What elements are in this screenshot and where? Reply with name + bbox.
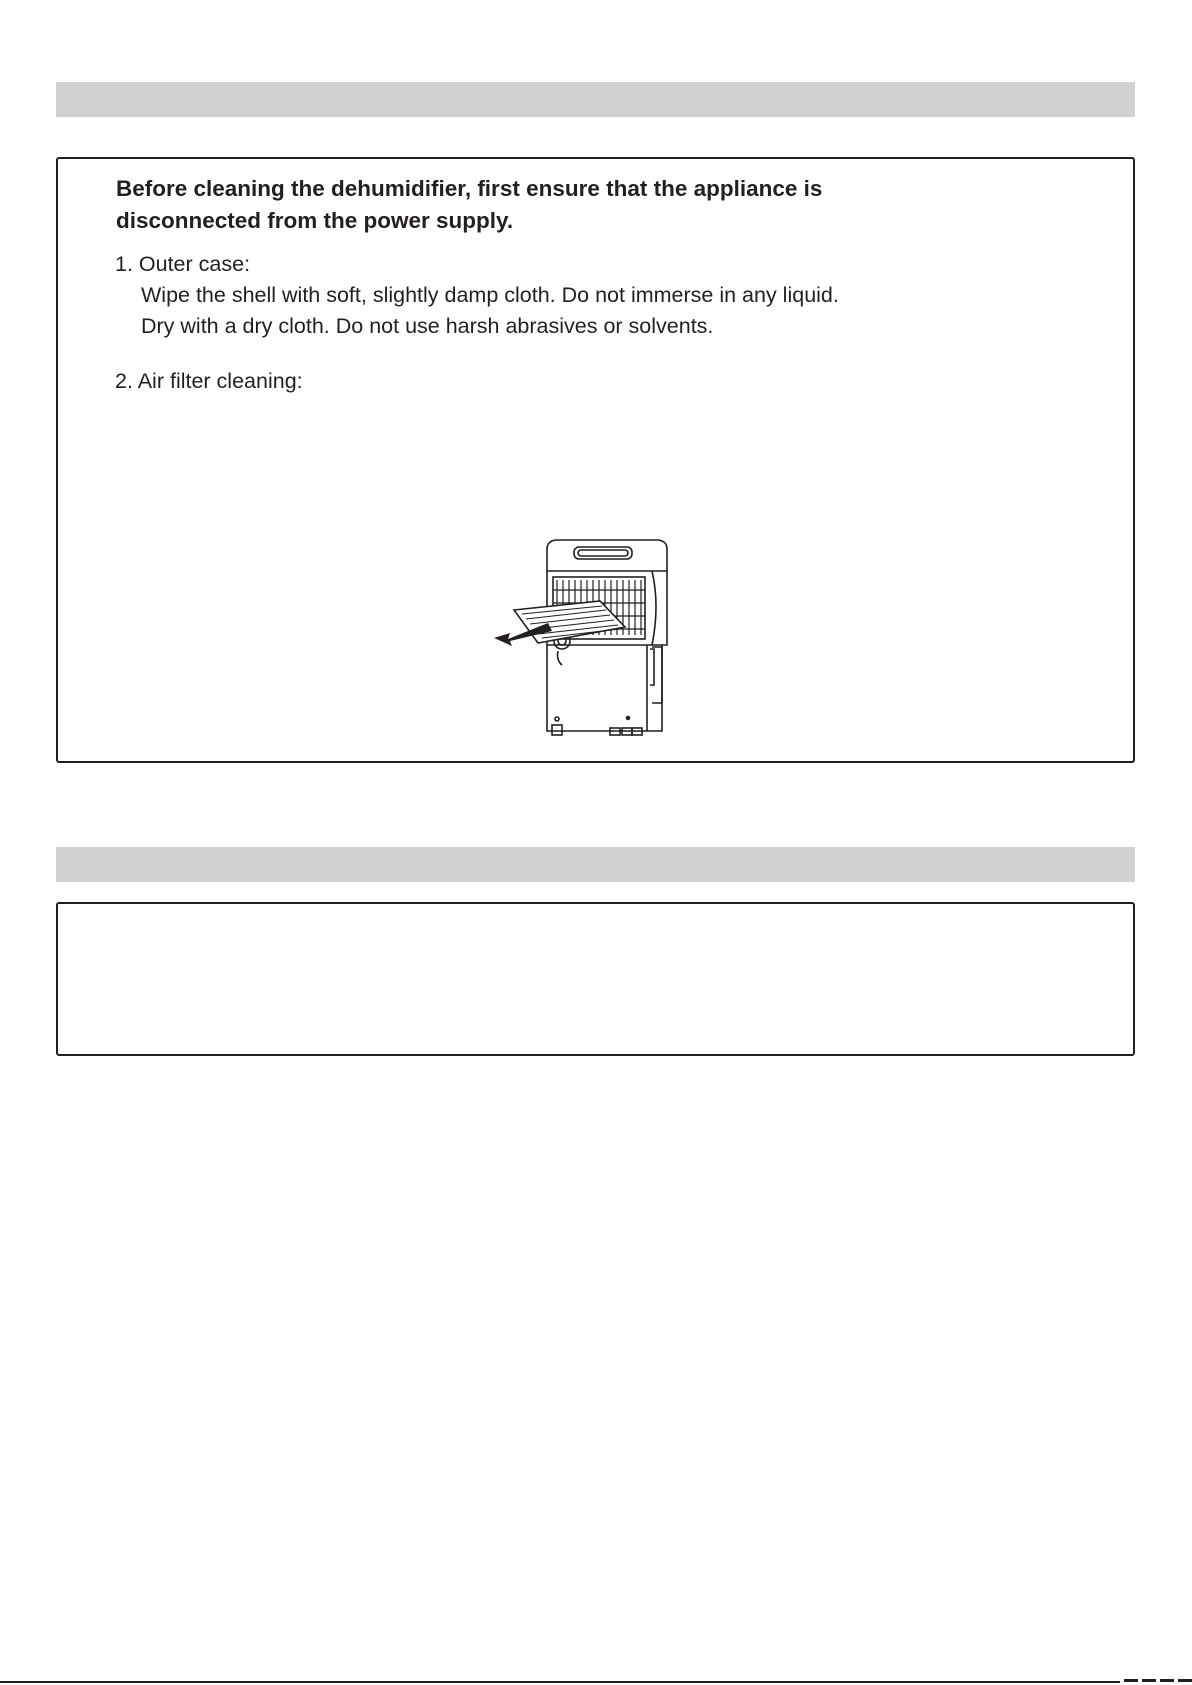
footer-tick: [1142, 1679, 1156, 1682]
item-2-title: 2. Air filter cleaning:: [115, 369, 303, 393]
dehumidifier-filter-removal-illustration: [490, 535, 680, 740]
warning-line-2: disconnected from the power supply.: [116, 208, 514, 233]
footer-tick: [1124, 1679, 1138, 1682]
item-1-line-2: Dry with a dry cloth. Do not use harsh abrasives or solvents.: [141, 314, 714, 338]
item-1-title: 1. Outer case:: [115, 252, 251, 276]
footer-tick: [1160, 1679, 1174, 1682]
empty-instructions-box: [56, 902, 1135, 1056]
section-header-bar-2: [56, 847, 1135, 882]
footer-rule: [0, 1681, 1120, 1683]
section-header-bar: [56, 82, 1135, 117]
warning-line-1: Before cleaning the dehumidifier, first ensure that the appliance is: [116, 176, 823, 201]
item-1-line-1: Wipe the shell with soft, slightly damp cloth. Do not immerse in any liquid.: [141, 283, 839, 307]
footer-tick: [1178, 1679, 1192, 1682]
